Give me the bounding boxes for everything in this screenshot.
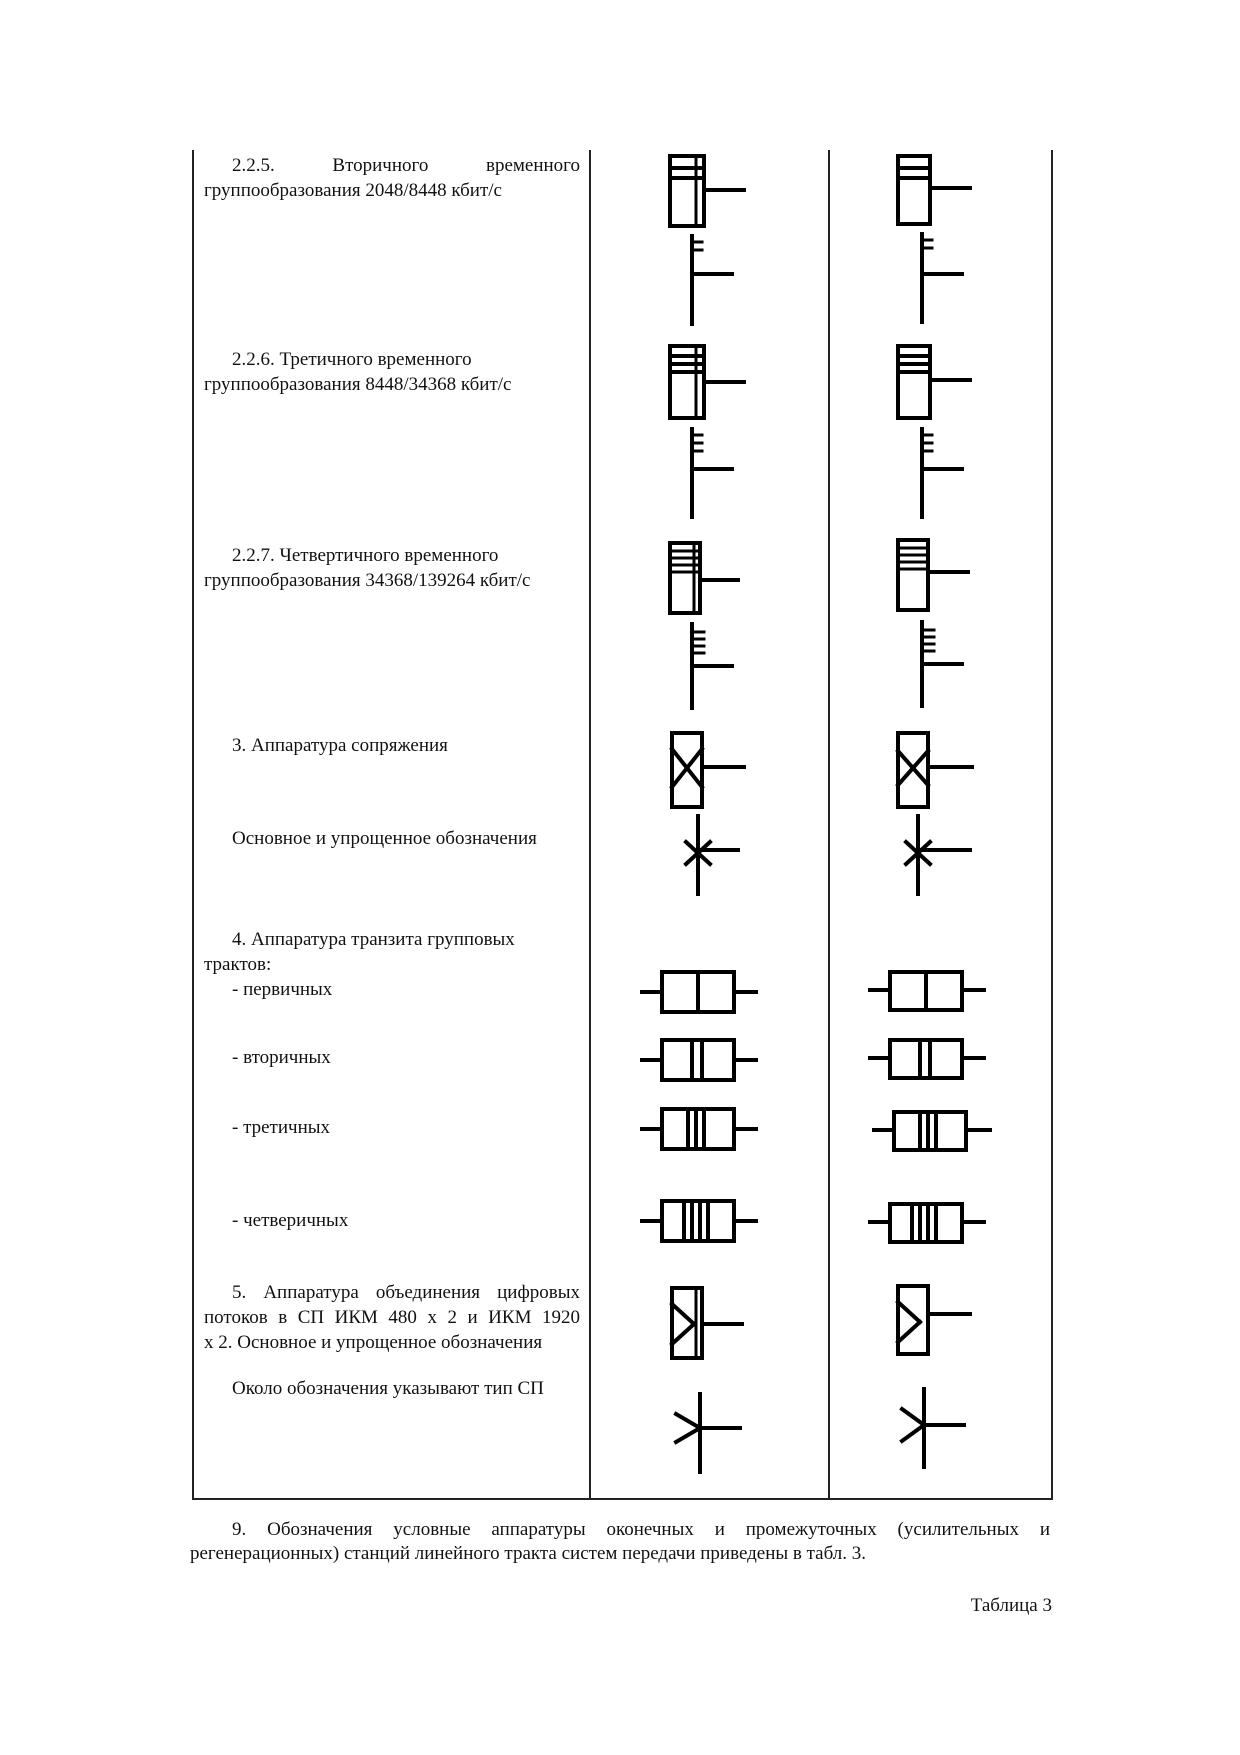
symbol-quaternary-mux-full-alt	[888, 534, 988, 614]
symbol-transit-tertiary	[640, 1105, 770, 1151]
table-border-left	[192, 150, 194, 1500]
paragraph-9-line2: регенерационных) станций линейного тракта систем передачи приведены в табл. 3.	[190, 1543, 867, 1564]
row-3-line1: 3. Аппаратура сопряжения	[232, 735, 448, 756]
symbol-quaternary-mux-simple	[680, 620, 750, 712]
symbol-stream-combiner-full-alt	[888, 1280, 988, 1360]
symbol-transit-quaternary-alt	[868, 1200, 998, 1246]
row-2-2-7-text	[204, 543, 580, 593]
row-3-sub-text: Основное и упрощенное обозначения	[232, 828, 537, 849]
symbol-transit-primary-alt	[868, 968, 998, 1014]
paragraph-9-line1: 9. Обозначения условные аппаратуры оконечных и промежуточных (усилительных и	[232, 1519, 1050, 1540]
table-border-bottom	[192, 1498, 1053, 1500]
symbol-transit-secondary-alt	[868, 1036, 998, 1082]
row-4-line2: трактов:	[204, 954, 272, 975]
row-4-item-secondary-wrap	[204, 1045, 580, 1070]
row-2-2-5-line1: 2.2.5. Вторичного временного	[232, 155, 580, 176]
symbol-quaternary-mux-full	[660, 537, 760, 617]
symbol-stream-combiner-full	[660, 1282, 760, 1362]
symbol-secondary-mux-full	[660, 150, 760, 230]
row-5-note-wrap	[204, 1376, 580, 1401]
symbol-interface-simple-alt	[900, 812, 980, 897]
symbol-transit-tertiary-alt	[872, 1108, 1002, 1154]
symbol-tertiary-mux-simple-alt	[910, 425, 980, 520]
symbol-transit-primary	[640, 968, 770, 1014]
symbol-secondary-mux-full-alt	[888, 150, 988, 230]
row-2-2-7-line1: 2.2.7. Четвертичного временного	[232, 545, 499, 566]
row-4-text	[204, 927, 580, 1002]
row-4-item-primary: - первичных	[232, 979, 333, 1000]
symbol-interface-full-alt	[888, 727, 988, 812]
table-caption: Таблица 3	[970, 1595, 1052, 1616]
row-3-text	[204, 733, 580, 758]
row-3-sub	[204, 826, 580, 851]
symbol-interface-simple	[680, 812, 750, 897]
row-2-2-6-line2: группообразования 8448/34368 кбит/с	[204, 374, 512, 395]
row-5-text	[204, 1280, 580, 1355]
row-2-2-7-line2: группообразования 34368/139264 кбит/с	[204, 570, 531, 591]
row-2-2-5-line2: группообразования 2048/8448 кбит/с	[204, 180, 502, 201]
row-4-item-secondary: - вторичных	[232, 1047, 331, 1068]
row-2-2-6-line1: 2.2.6. Третичного временного	[232, 349, 472, 370]
symbol-tertiary-mux-full	[660, 340, 760, 422]
row-5-line3: х 2. Основное и упрощенное обозначения	[204, 1332, 543, 1353]
row-5-line2: потоков в СП ИКМ 480 х 2 и ИКМ 1920	[204, 1307, 580, 1328]
symbol-stream-combiner-simple-alt	[896, 1385, 976, 1470]
row-4-item-tertiary-wrap	[204, 1115, 580, 1140]
row-5-note: Около обозначения указывают тип СП	[232, 1378, 544, 1399]
symbol-transit-quaternary	[640, 1197, 770, 1243]
symbol-stream-combiner-simple	[670, 1390, 750, 1475]
row-4-item-quaternary-wrap	[204, 1208, 580, 1233]
symbol-transit-secondary	[640, 1036, 770, 1082]
paragraph-9	[190, 1518, 1050, 1566]
symbol-tertiary-mux-full-alt	[888, 340, 988, 422]
row-4-line1: 4. Аппаратура транзита групповых	[232, 929, 515, 950]
row-4-item-tertiary: - третичных	[232, 1117, 331, 1138]
symbol-secondary-mux-simple-alt	[910, 230, 980, 325]
table-border-right	[1051, 150, 1053, 1500]
row-2-2-5-text	[204, 153, 580, 203]
symbol-quaternary-mux-simple-alt	[910, 618, 980, 710]
symbol-secondary-mux-simple	[680, 232, 750, 327]
row-2-2-6-text	[204, 347, 580, 397]
symbol-tertiary-mux-simple	[680, 425, 750, 520]
table-divider-2	[828, 150, 830, 1500]
symbol-interface-full	[660, 727, 760, 812]
row-4-item-quaternary: - четверичных	[232, 1210, 349, 1231]
row-5-line1: 5. Аппаратура объединения цифровых	[232, 1282, 580, 1303]
table-divider-1	[589, 150, 591, 1500]
